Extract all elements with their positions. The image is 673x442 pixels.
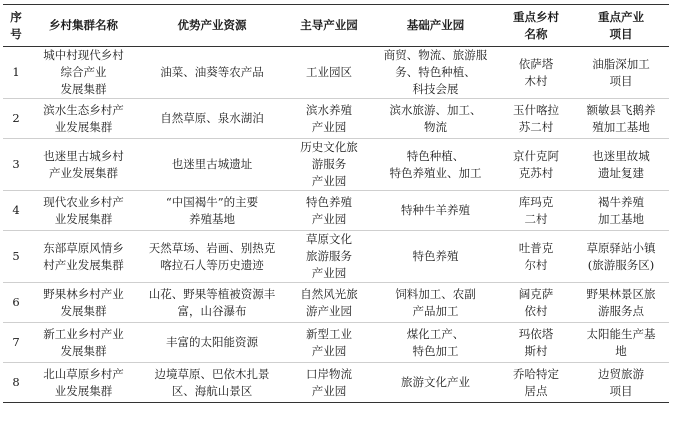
cell-cluster-name: 现代农业乡村产 业发展集群 [29,191,138,231]
cell-cluster-name: 北山草原乡村产 业发展集群 [29,363,138,403]
cell-advantage-resources: 自然草原、泉水湖泊 [138,99,286,139]
cell-key-village: 依萨塔 木村 [499,47,573,99]
cell-basic-park: 煤化工产、 特色加工 [372,323,499,363]
table-row [3,99,669,139]
table-header-row [3,5,669,47]
header-leading-park: 主导产业园 [286,5,372,47]
table-row [3,231,669,283]
cell-basic-park: 特色种植、 特色养殖业、加工 [372,139,499,191]
cell-key-project: 褐牛养殖 加工基地 [573,191,669,231]
cell-advantage-resources: 丰富的太阳能资源 [138,323,286,363]
cell-index: 8 [3,363,29,403]
cell-basic-park: 特种牛羊养殖 [372,191,499,231]
cell-basic-park: 旅游文化产业 [372,363,499,403]
header-advantage-resources: 优势产业资源 [138,5,286,47]
cell-advantage-resources: 山花、野果等植被资源丰 富，山谷瀑布 [138,283,286,323]
cell-leading-park: 工业园区 [286,47,372,99]
header-basic-park: 基础产业园 [372,5,499,47]
cell-leading-park: 新型工业 产业园 [286,323,372,363]
cell-cluster-name: 滨水生态乡村产 业发展集群 [29,99,138,139]
cell-index: 7 [3,323,29,363]
cell-cluster-name: 野果林乡村产业 发展集群 [29,283,138,323]
cell-key-project: 油脂深加工 项目 [573,47,669,99]
cell-key-village: 京什克阿 克苏村 [499,139,573,191]
cell-key-project: 野果林景区旅 游服务点 [573,283,669,323]
table-row [3,139,669,191]
cell-advantage-resources: 也迷里古城遗址 [138,139,286,191]
cell-key-village: 玉什喀拉 苏二村 [499,99,573,139]
cell-leading-park: 特色养殖 产业园 [286,191,372,231]
cell-key-project: 太阳能生产基 地 [573,323,669,363]
cell-key-village: 玛依塔 斯村 [499,323,573,363]
cell-advantage-resources: 边境草原、巴依木扎景 区、海航山景区 [138,363,286,403]
cell-key-project: 边贸旅游 项目 [573,363,669,403]
cell-key-village: 库玛克 二村 [499,191,573,231]
cell-leading-park: 滨水养殖 产业园 [286,99,372,139]
cell-index: 5 [3,231,29,283]
cell-index: 1 [3,47,29,99]
table-row [3,283,669,323]
cell-leading-park: 口岸物流 产业园 [286,363,372,403]
table-row [3,323,669,363]
cell-key-village: 阔克萨 依村 [499,283,573,323]
cell-index: 6 [3,283,29,323]
rural-industry-cluster-table [3,4,669,403]
cell-leading-park: 草原文化 旅游服务 产业园 [286,231,372,283]
cell-cluster-name: 新工业乡村产业 发展集群 [29,323,138,363]
cell-index: 2 [3,99,29,139]
cell-key-village: 乔哈特定 居点 [499,363,573,403]
cell-index: 4 [3,191,29,231]
cell-key-project: 额敏县飞鹅养 殖加工基地 [573,99,669,139]
header-key-village: 重点乡村 名称 [499,5,573,47]
cell-advantage-resources: 天然草场、岩画、别热克 喀拉石人等历史遗迹 [138,231,286,283]
cell-leading-park: 历史文化旅 游服务 产业园 [286,139,372,191]
cell-cluster-name: 东部草原风情乡 村产业发展集群 [29,231,138,283]
cell-basic-park: 特色养殖 [372,231,499,283]
cell-basic-park: 滨水旅游、加工、 物流 [372,99,499,139]
header-index: 序 号 [3,5,29,47]
table-row [3,191,669,231]
cell-index: 3 [3,139,29,191]
cell-cluster-name: 城中村现代乡村 综合产业 发展集群 [29,47,138,99]
table-row [3,47,669,99]
cell-leading-park: 自然风光旅 游产业园 [286,283,372,323]
header-key-project: 重点产业 项目 [573,5,669,47]
cell-key-village: 吐普克 尔村 [499,231,573,283]
header-cluster-name: 乡村集群名称 [29,5,138,47]
table-row [3,363,669,403]
cell-basic-park: 饲料加工、农副 产品加工 [372,283,499,323]
cell-advantage-resources: 油菜、油葵等农产品 [138,47,286,99]
cell-basic-park: 商贸、物流、旅游服 务、特色种植、 科技会展 [372,47,499,99]
cell-key-project: 草原驿站小镇 (旅游服务区) [573,231,669,283]
cell-cluster-name: 也迷里古城乡村 产业发展集群 [29,139,138,191]
cell-advantage-resources: “中国褐牛”的主要 养殖基地 [138,191,286,231]
cell-key-project: 也迷里故城 遗址复建 [573,139,669,191]
